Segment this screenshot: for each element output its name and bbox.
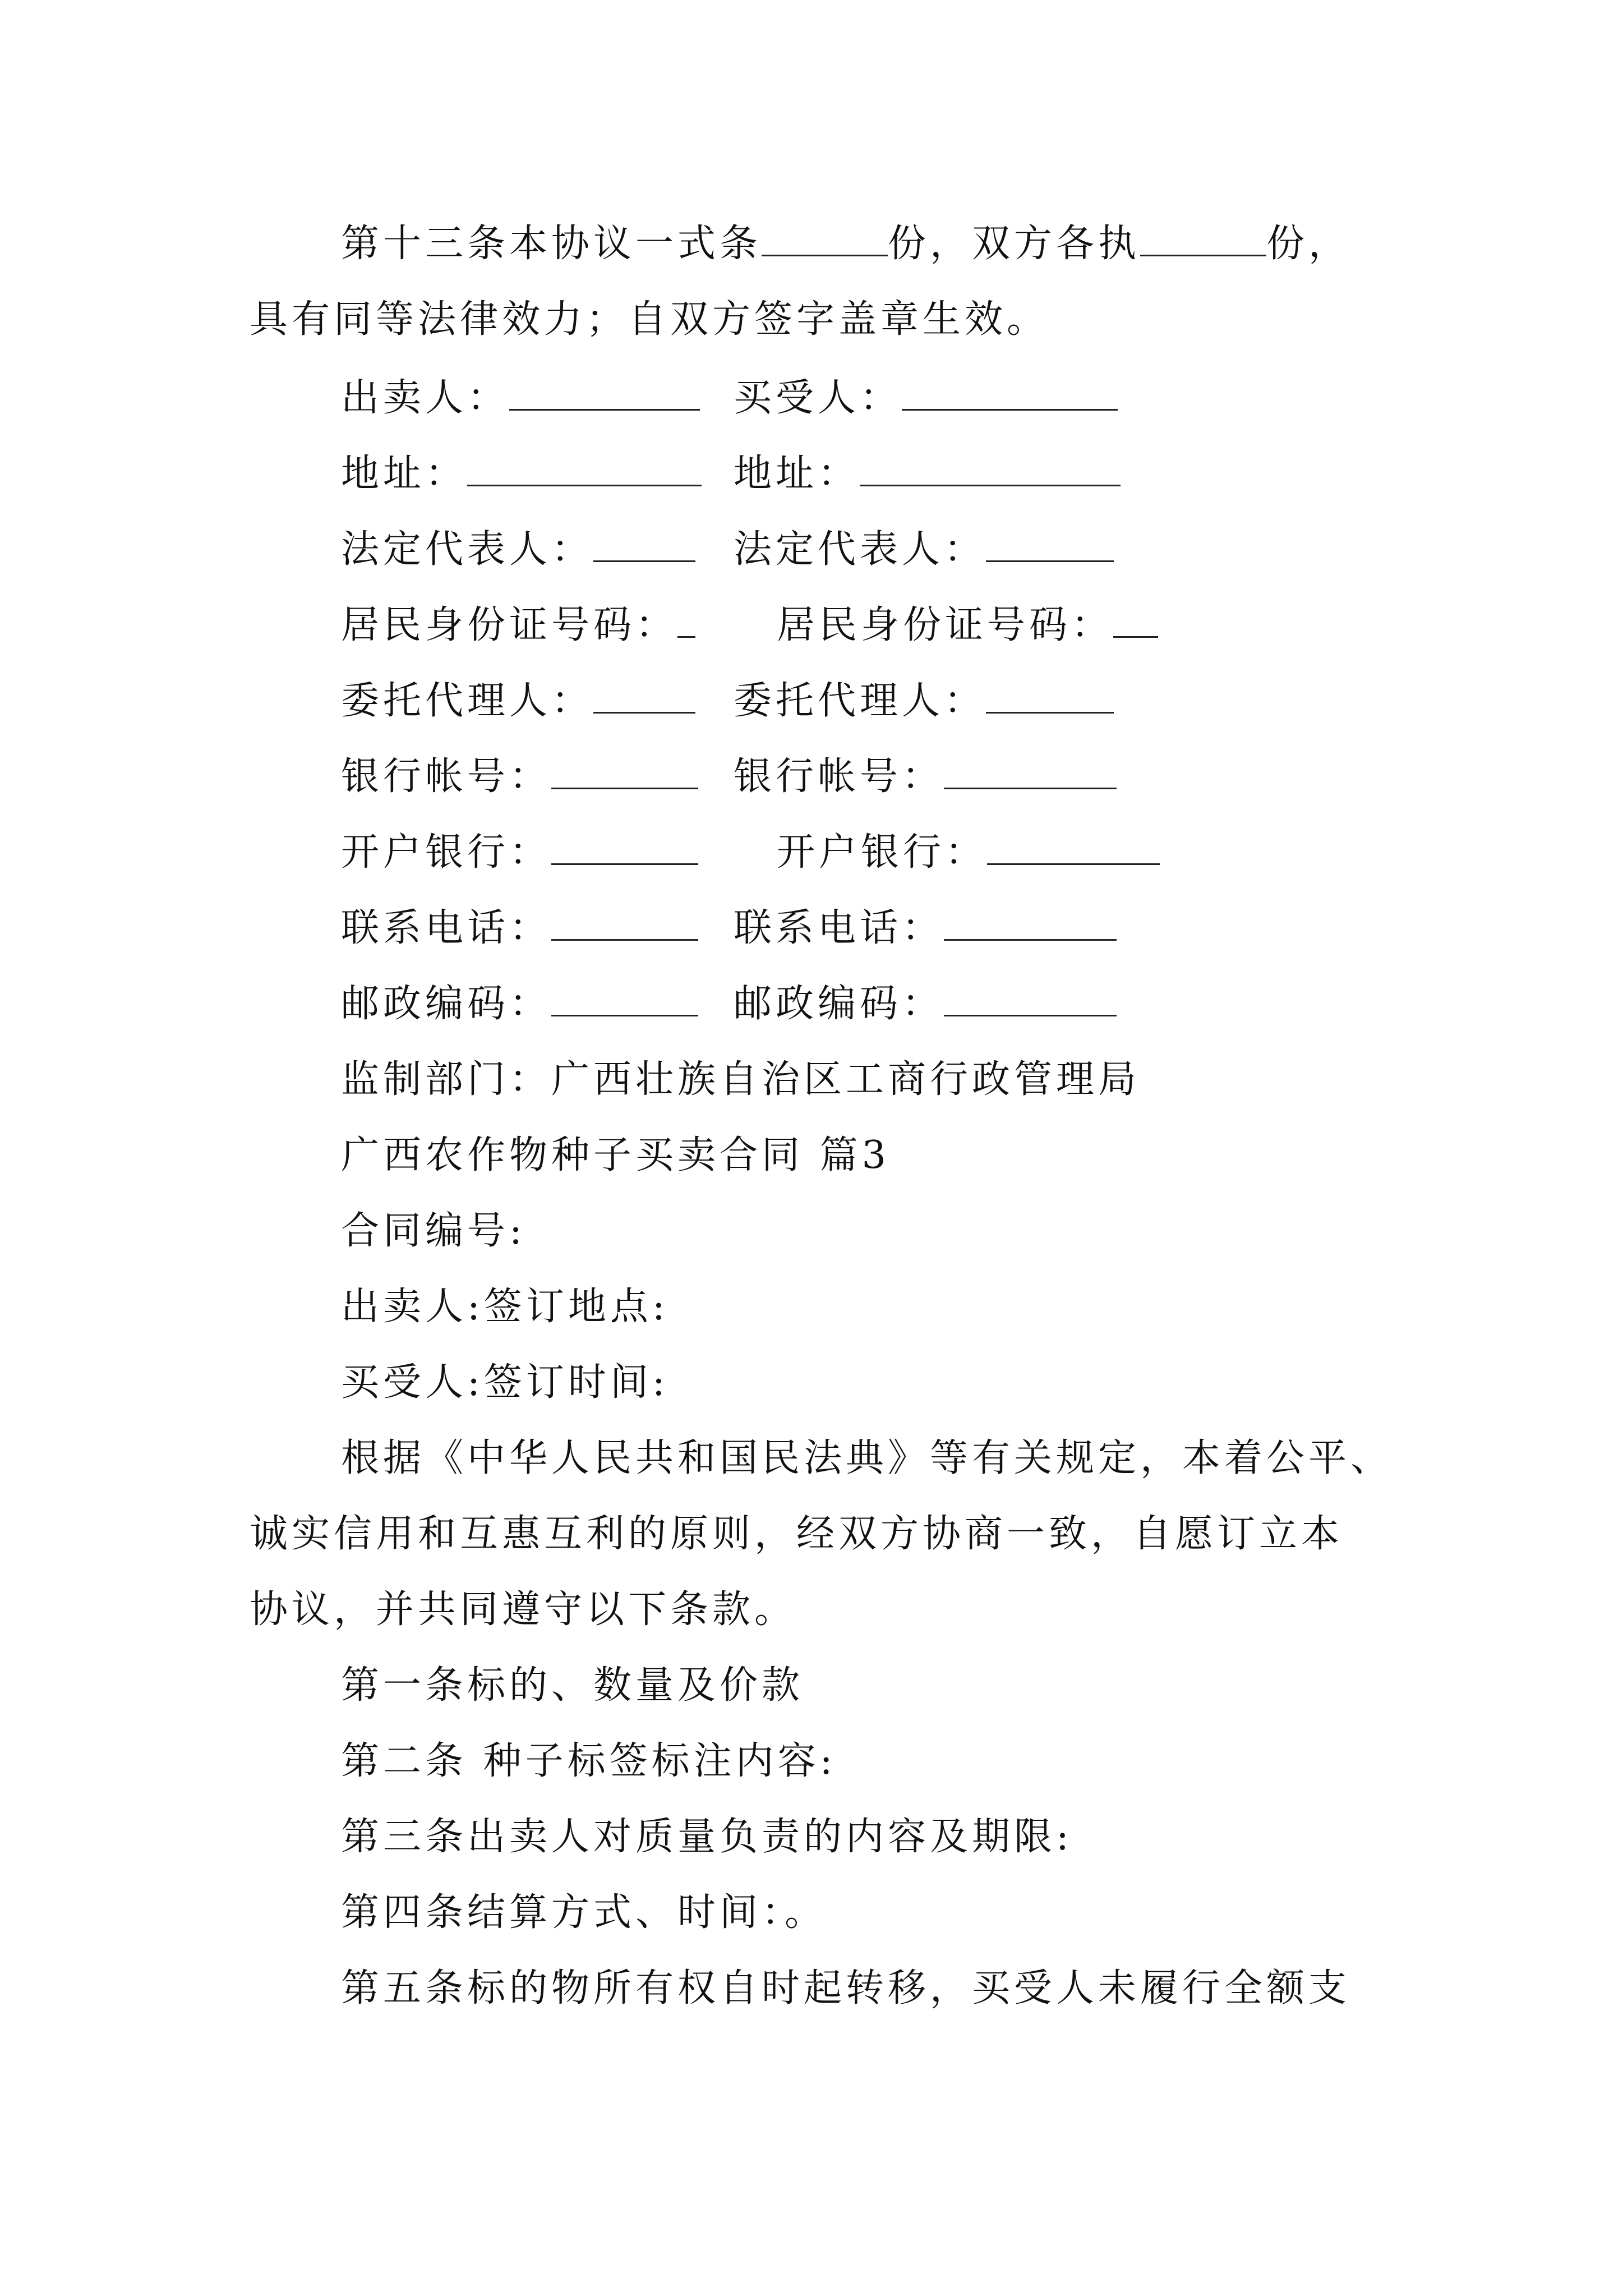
section-title: 广西农作物种子买卖合同 篇3 — [341, 1133, 890, 1177]
party-left-phone: 联系电话： — [341, 900, 698, 956]
party-left-id-number: 居民身份证号码： — [341, 597, 695, 654]
clause-13-text-2: 份，双方各执 — [888, 222, 1141, 266]
party-left-seller: 出卖人： — [341, 370, 700, 426]
party-left-postcode: 邮政编码： — [341, 976, 698, 1032]
party-left-bank-account: 银行帐号： — [341, 749, 698, 805]
party-right-bank: 开户银行： — [777, 825, 1160, 881]
article-5: 第五条标的物所有权自时起转移，买受人未履行全额支 — [341, 1966, 1351, 2010]
party-left-bank: 开户银行： — [341, 825, 698, 881]
clause-13-text-3: 份， — [1266, 222, 1351, 266]
party-right-phone: 联系电话： — [734, 900, 1117, 956]
contract-number: 合同编号: — [341, 1209, 526, 1253]
party-left-agent: 委托代理人： — [341, 673, 695, 729]
intro-line-1: 根据《中华人民共和国民法典》等有关规定，本着公平、 — [341, 1436, 1393, 1480]
seller-place: 出卖人:签订地点: — [341, 1285, 669, 1329]
article-2: 第二条 种子标签标注内容: — [341, 1739, 837, 1783]
article-3: 第三条出卖人对质量负责的内容及期限: — [341, 1815, 1073, 1859]
article-4: 第四条结算方式、时间：。 — [341, 1890, 827, 1935]
supervisor-line: 监制部门：广西壮族自治区工商行政管理局 — [341, 1057, 1141, 1102]
clause-13-text: 第十三条本协议一式条 — [341, 222, 762, 266]
party-right-buyer: 买受人： — [734, 370, 1118, 426]
party-right-postcode: 邮政编码： — [734, 976, 1117, 1032]
party-right-legal-rep: 法定代表人： — [734, 522, 1114, 578]
article-1: 第一条标的、数量及价款 — [341, 1663, 804, 1708]
intro-line-3: 协议，并共同遵守以下条款。 — [250, 1588, 797, 1632]
blank-field — [762, 220, 888, 256]
buyer-time: 买受人:签订时间: — [341, 1360, 669, 1405]
party-right-address: 地址： — [734, 446, 1121, 502]
intro-line-2: 诚实信用和互惠互利的原则，经双方协商一致，自愿订立本 — [250, 1512, 1344, 1556]
party-right-id-number: 居民身份证号码： — [777, 597, 1158, 654]
clause-13-line-2: 具有同等法律效力；自双方签字盖章生效。 — [250, 297, 1049, 342]
party-left-address: 地址： — [341, 446, 702, 502]
clause-13-line-1 — [341, 216, 1350, 272]
party-right-agent: 委托代理人： — [734, 673, 1114, 729]
blank-field — [1140, 220, 1266, 256]
party-left-legal-rep: 法定代表人： — [341, 522, 695, 578]
party-right-bank-account: 银行帐号： — [734, 749, 1117, 805]
